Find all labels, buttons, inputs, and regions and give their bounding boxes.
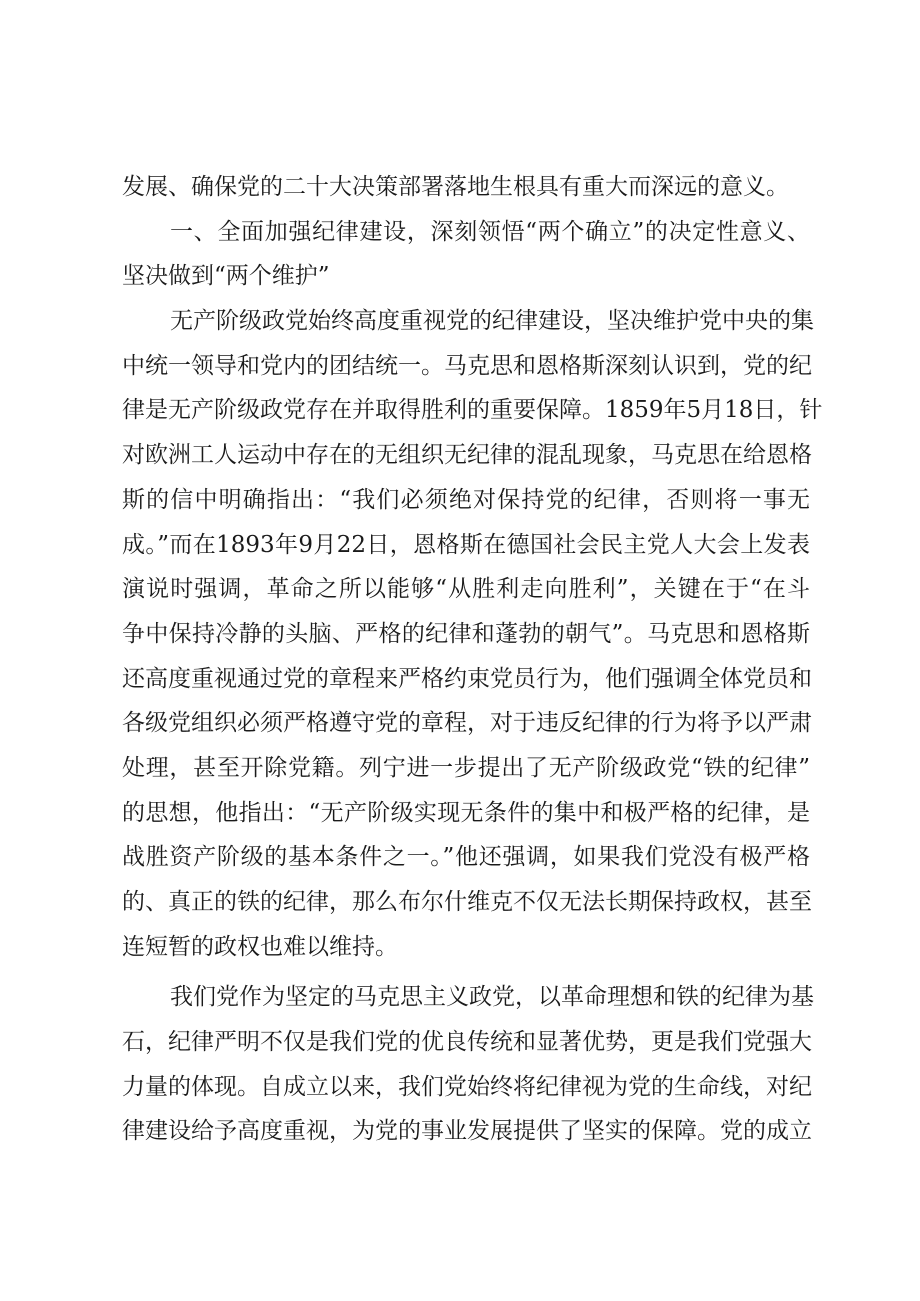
paragraph-line: 对欧洲工人运动中存在的无组织无纪律的混乱现象，马克思在给恩格 [122,442,812,469]
paragraph-line: 还高度重视通过党的章程来严格约束党员行为，他们强调全体党员和 [122,665,812,692]
paragraph-line: 律是无产阶级政党存在并取得胜利的重要保障。1859年5月18日，针 [122,397,823,424]
section-heading-line: 坚决做到“两个维护” [122,263,330,290]
paragraph-line: 中统一领导和党内的团结统一。马克思和恩格斯深刻认识到，党的纪 [122,352,812,379]
paragraph-line: 律建设给予高度重视，为党的事业发展提供了坚实的保障。党的成立 [122,1118,812,1145]
paragraph-line: 力量的体现。自成立以来，我们党始终将纪律视为党的生命线，对纪 [122,1073,812,1100]
document-body [122,165,823,1154]
paragraph-line: 的思想，他指出：“无产阶级实现无条件的集中和极严格的纪律，是 [122,799,810,826]
paragraph-line: 连短暂的政权也难以维持。 [122,933,398,960]
paragraph-line: 处理，甚至开除党籍。列宁进一步提出了无产阶级政党“铁的纪律” [122,754,810,781]
paragraph-line: 无产阶级政党始终高度重视党的纪律建设，坚决维护党中央的集 [170,308,814,335]
paragraph-line: 战胜资产阶级的基本条件之一。”他还强调，如果我们党没有极严格 [122,844,810,871]
paragraph-line: 演说时强调，革命之所以能够“从胜利走向胜利”，关键在于“在斗 [122,576,810,603]
paragraph-line: 争中保持冷静的头脑、严格的纪律和蓬勃的朝气”。马克思和恩格斯 [122,620,810,647]
paragraph-line: 各级党组织必须严格遵守党的章程，对于违反纪律的行为将予以严肃 [122,710,812,737]
paragraph-line: 发展、确保党的二十大决策部署落地生根具有重大而深远的意义。 [122,174,789,200]
paragraph-line: 我们党作为坚定的马克思主义政党，以革命理想和铁的纪律为基 [170,984,814,1011]
paragraph-line: 成。”而在1893年9月22日，恩格斯在德国社会民主党人大会上发表 [122,531,810,558]
paragraph-line: 石，纪律严明不仅是我们党的优良传统和显著优势，更是我们党强大 [122,1029,812,1056]
section-heading-line: 一、全面加强纪律建设，深刻领悟“两个确立”的决定性意义、 [170,218,810,245]
paragraph-line: 的、真正的铁的纪律，那么布尔什维克不仅无法长期保持政权，甚至 [122,889,812,915]
paragraph-line: 斯的信中明确指出：“我们必须绝对保持党的纪律，否则将一事无 [122,486,810,513]
